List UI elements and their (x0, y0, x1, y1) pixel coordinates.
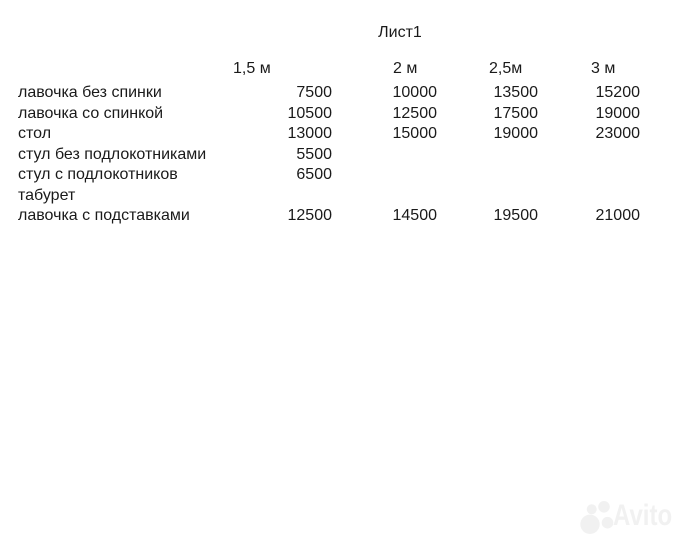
row-label: лавочка с подставками (18, 207, 190, 225)
price-cell: 19000 (493, 125, 538, 143)
price-table-rows (0, 83, 688, 227)
avito-wordmark: Avito (613, 499, 673, 532)
price-cell: 19500 (493, 207, 538, 225)
price-cell: 21000 (595, 207, 640, 225)
price-cell: 7500 (296, 84, 332, 101)
price-cell: 10500 (287, 104, 332, 122)
price-cell: 12500 (392, 104, 437, 122)
table-row (0, 165, 688, 186)
price-cell: 12500 (287, 207, 332, 225)
price-cell: 13500 (493, 84, 538, 101)
table-row (0, 145, 688, 166)
column-header: 2,5м (489, 60, 523, 77)
table-row (0, 206, 688, 227)
price-cell: 15000 (392, 125, 437, 143)
price-cell: 5500 (296, 145, 332, 163)
row-label: лавочка со спинкой (18, 104, 164, 122)
column-header: 3 м (591, 60, 616, 77)
sheet-title: Лист1 (378, 24, 422, 41)
price-cell: 14500 (392, 207, 437, 225)
table-row (0, 83, 688, 104)
column-header: 2 м (393, 60, 418, 77)
column-header: 1,5 м (233, 60, 271, 77)
price-cell: 17500 (493, 104, 538, 122)
table-row (0, 124, 688, 145)
price-cell: 6500 (296, 166, 332, 184)
table-row (0, 104, 688, 125)
price-cell: 19000 (595, 104, 640, 122)
row-label: лавочка без спинки (18, 84, 162, 101)
price-cell: 13000 (287, 125, 332, 143)
price-cell: 23000 (595, 125, 640, 143)
avito-watermark (575, 496, 685, 538)
price-cell: 10000 (392, 84, 437, 101)
table-row (0, 186, 688, 207)
row-label: стол (18, 125, 52, 143)
row-label: стул без подлокотниками (18, 145, 207, 163)
price-cell: 15200 (595, 84, 640, 101)
row-label: стул с подлокотников (18, 166, 178, 184)
row-label: табурет (18, 186, 76, 204)
